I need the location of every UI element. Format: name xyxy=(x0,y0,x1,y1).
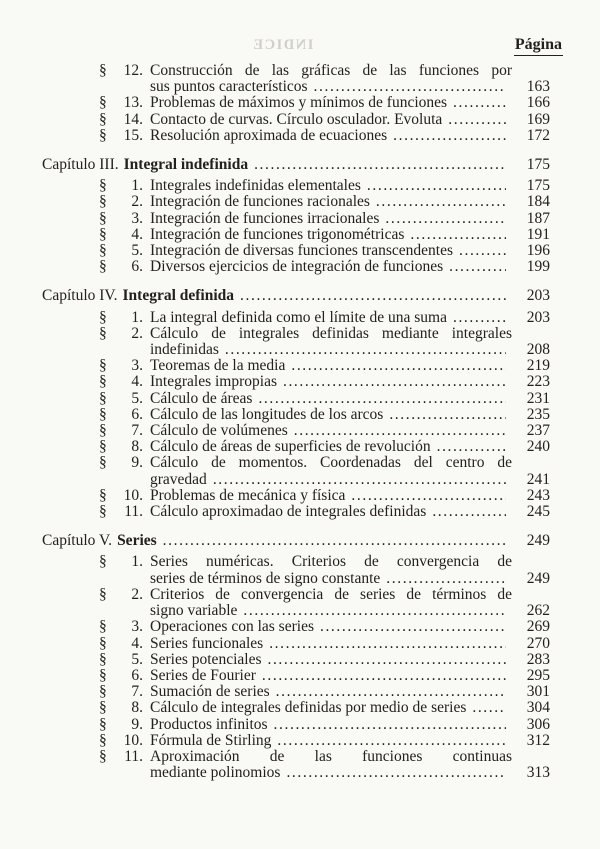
toc-entry xyxy=(42,684,550,700)
entry-title: Resolución aproximada de ecuaciones xyxy=(150,126,388,144)
section-mark: § xyxy=(99,618,107,636)
dot-leader xyxy=(314,79,506,95)
page-column-header-label: Página xyxy=(514,36,563,56)
entry-number: 2. xyxy=(131,585,143,603)
entry-title: Cálculo de integrales definidas por medio de series xyxy=(150,699,467,717)
chapter-title: Integral definida xyxy=(122,287,235,305)
toc-entry xyxy=(42,619,550,635)
entry-page-number: 223 xyxy=(526,373,550,391)
entry-page-number: 187 xyxy=(526,209,550,227)
dot-leader xyxy=(459,243,506,259)
toc-entry xyxy=(42,358,550,374)
toc-entry xyxy=(42,700,550,716)
entry-number: 7. xyxy=(131,422,143,440)
toc-entry xyxy=(42,407,550,423)
entry-title: sus puntos característicos xyxy=(150,78,308,96)
entry-page-number: 269 xyxy=(526,618,550,636)
section-mark: § xyxy=(99,650,107,668)
toc-entry-continuation xyxy=(42,765,550,781)
entry-title: Cálculo de integrales definidas mediante integrales xyxy=(150,325,512,342)
page-column-header xyxy=(42,36,563,56)
entry-number: 6. xyxy=(131,666,143,684)
entry-number: 2. xyxy=(131,193,143,211)
section-mark: § xyxy=(99,666,107,684)
section-mark: § xyxy=(99,193,107,211)
chapter-heading xyxy=(42,157,550,173)
entry-title: Teoremas de la media xyxy=(150,357,286,375)
entry-title: Construcción de las gráficas de las funciones por xyxy=(150,63,512,79)
entry-title: Integración de funciones trigonométricas xyxy=(150,225,405,243)
toc-entry xyxy=(42,749,550,765)
dot-leader xyxy=(437,439,506,455)
entry-title: Series numéricas. Criterios de convergencia de xyxy=(150,554,512,571)
toc-entry xyxy=(42,326,550,342)
toc xyxy=(42,63,550,781)
toc-section xyxy=(42,288,550,520)
dot-leader xyxy=(376,194,506,210)
entry-page-number: 245 xyxy=(526,503,550,521)
entry-number: 4. xyxy=(131,634,143,652)
entry-number: 8. xyxy=(131,438,143,456)
toc-entry xyxy=(42,717,550,733)
section-mark: § xyxy=(99,308,107,326)
dot-leader xyxy=(286,765,506,781)
entry-page-number: 191 xyxy=(526,225,550,243)
entry-page-number: 169 xyxy=(526,110,550,128)
toc-entry xyxy=(42,112,550,128)
section-mark: § xyxy=(99,389,107,407)
entry-title: Diversos ejercicios de integración de funciones xyxy=(150,258,444,276)
toc-entry xyxy=(42,259,550,275)
entry-page-number: 219 xyxy=(526,357,550,375)
chapter-heading xyxy=(42,533,550,549)
entry-title: gravedad xyxy=(150,470,207,488)
dot-leader xyxy=(225,342,506,358)
entry-title: Problemas de mecánica y física xyxy=(150,486,346,504)
toc-entry xyxy=(42,554,550,570)
entry-page-number: 295 xyxy=(526,666,550,684)
toc-entry-continuation xyxy=(42,472,550,488)
dot-leader xyxy=(277,733,506,749)
entry-title: Integración de diversas funciones transcendentes xyxy=(150,242,453,260)
chapter-label: Capítulo III. xyxy=(42,156,119,174)
toc-entry xyxy=(42,128,550,144)
entry-page-number: 172 xyxy=(526,126,550,144)
entry-page-number: 184 xyxy=(526,193,550,211)
dot-leader xyxy=(453,95,506,111)
toc-entry xyxy=(42,488,550,504)
section-mark: § xyxy=(99,715,107,733)
section-mark: § xyxy=(99,94,107,112)
entry-title: Cálculo de áreas xyxy=(150,389,253,407)
section-mark: § xyxy=(99,454,107,472)
dot-leader xyxy=(254,157,506,173)
entry-number: 3. xyxy=(131,209,143,227)
toc-entry xyxy=(42,63,550,79)
dot-leader xyxy=(351,488,506,504)
entry-number: 9. xyxy=(131,454,143,472)
dot-leader xyxy=(393,128,506,144)
entry-title: signo variable xyxy=(150,602,238,620)
entry-number: 12. xyxy=(123,62,143,79)
chapter-label: Capítulo IV. xyxy=(42,287,118,305)
toc-section xyxy=(42,157,550,275)
dot-leader xyxy=(258,391,506,407)
entry-page-number: 237 xyxy=(526,422,550,440)
entry-page-number: 240 xyxy=(526,438,550,456)
entry-page-number: 304 xyxy=(526,699,550,717)
toc-entry-continuation xyxy=(42,603,550,619)
entry-page-number: 166 xyxy=(526,94,550,112)
entry-number: 3. xyxy=(131,618,143,636)
toc-entry xyxy=(42,652,550,668)
dot-leader xyxy=(448,112,506,128)
section-mark: § xyxy=(99,110,107,128)
dot-leader xyxy=(240,288,506,304)
toc-section xyxy=(42,63,550,144)
toc-entry xyxy=(42,95,550,111)
entry-title: Cálculo de las longitudes de los arcos xyxy=(150,405,384,423)
dot-leader xyxy=(385,211,506,227)
dot-leader xyxy=(269,636,506,652)
toc-entry-continuation xyxy=(42,342,550,358)
entry-page-number: 270 xyxy=(526,634,550,652)
entry-number: 5. xyxy=(131,389,143,407)
chapter-page-number: 249 xyxy=(526,532,550,550)
bleedthrough-ghost-text: INDICE xyxy=(252,37,314,53)
dot-leader xyxy=(410,227,506,243)
entry-page-number: 231 xyxy=(526,389,550,407)
chapter-page-number: 203 xyxy=(526,287,550,305)
section-mark: § xyxy=(99,225,107,243)
entry-title: Cálculo de áreas de superficies de revolución xyxy=(150,438,431,456)
entry-number: 6. xyxy=(131,405,143,423)
entry-title: indefinidas xyxy=(150,341,219,359)
entry-number: 13. xyxy=(123,94,143,112)
toc-entry xyxy=(42,455,550,471)
dot-leader xyxy=(243,603,506,619)
entry-page-number: 306 xyxy=(526,715,550,733)
entry-number: 1. xyxy=(131,553,143,571)
entry-title: La integral definida como el límite de una suma xyxy=(150,308,447,326)
entry-page-number: 163 xyxy=(526,78,550,96)
section-mark: § xyxy=(99,62,107,79)
toc-entry xyxy=(42,243,550,259)
toc-section xyxy=(42,533,550,781)
toc-entry-continuation xyxy=(42,79,550,95)
dot-leader xyxy=(163,533,506,549)
entry-number: 7. xyxy=(131,683,143,701)
dot-leader xyxy=(291,358,506,374)
entry-number: 4. xyxy=(131,373,143,391)
toc-entry xyxy=(42,374,550,390)
dot-leader xyxy=(449,259,506,275)
section-mark: § xyxy=(99,126,107,144)
entry-title: Cálculo aproximadao de integrales definidas xyxy=(150,503,427,521)
dot-leader xyxy=(432,504,506,520)
toc-entry xyxy=(42,423,550,439)
section-mark: § xyxy=(99,438,107,456)
section-mark: § xyxy=(99,242,107,260)
entry-title: Integrales indefinidas elementales xyxy=(150,177,361,195)
entry-title: Operaciones con las series xyxy=(150,618,314,636)
entry-title: Fórmula de Stirling xyxy=(150,731,272,749)
entry-number: 3. xyxy=(131,357,143,375)
toc-entry xyxy=(42,391,550,407)
entry-title: Series de Fourier xyxy=(150,666,256,684)
entry-number: 2. xyxy=(131,324,143,342)
section-mark: § xyxy=(99,405,107,423)
entry-page-number: 241 xyxy=(526,470,550,488)
chapter-title: Integral indefinida xyxy=(123,156,249,174)
entry-number: 10. xyxy=(123,486,143,504)
entry-page-number: 199 xyxy=(526,258,550,276)
entry-title: Integrales impropias xyxy=(150,373,277,391)
entry-number: 4. xyxy=(131,225,143,243)
dot-leader xyxy=(283,374,506,390)
entry-title: Problemas de máximos y mínimos de funciones xyxy=(150,94,448,112)
entry-title: Integración de funciones racionales xyxy=(150,193,370,211)
dot-leader xyxy=(294,423,506,439)
entry-page-number: 175 xyxy=(526,177,550,195)
entry-number: 6. xyxy=(131,258,143,276)
dot-leader xyxy=(262,668,506,684)
entry-page-number: 243 xyxy=(526,486,550,504)
entry-title: Integración de funciones irracionales xyxy=(150,209,380,227)
dot-leader xyxy=(276,684,506,700)
entry-number: 14. xyxy=(123,110,143,128)
toc-content xyxy=(42,36,562,782)
entry-title: Series potenciales xyxy=(150,650,262,668)
entry-title: Sumación de series xyxy=(150,683,270,701)
chapter-heading xyxy=(42,288,550,304)
entry-number: 5. xyxy=(131,650,143,668)
entry-title: Series funcionales xyxy=(150,634,264,652)
toc-entry xyxy=(42,504,550,520)
section-mark: § xyxy=(99,486,107,504)
entry-title: Criterios de convergencia de series de términos de xyxy=(150,586,512,603)
toc-entry xyxy=(42,439,550,455)
section-mark: § xyxy=(99,553,107,571)
dot-leader xyxy=(274,717,506,733)
toc-entry xyxy=(42,733,550,749)
entry-number: 11. xyxy=(124,747,143,765)
toc-entry xyxy=(42,178,550,194)
entry-page-number: 313 xyxy=(526,764,550,782)
entry-number: 5. xyxy=(131,242,143,260)
chapter-page-number: 175 xyxy=(526,156,550,174)
entry-number: 8. xyxy=(131,699,143,717)
section-mark: § xyxy=(99,683,107,701)
dot-leader xyxy=(453,310,506,326)
entry-number: 11. xyxy=(124,503,143,521)
chapter-label: Capítulo V. xyxy=(42,532,113,550)
dot-leader xyxy=(213,472,506,488)
dot-leader xyxy=(320,619,506,635)
dot-leader xyxy=(267,652,506,668)
toc-entry xyxy=(42,587,550,603)
section-mark: § xyxy=(99,177,107,195)
entry-number: 1. xyxy=(131,177,143,195)
dot-leader xyxy=(472,700,506,716)
entry-number: 15. xyxy=(123,126,143,144)
entry-page-number: 262 xyxy=(526,602,550,620)
entry-title: Cálculo de momentos. Coordenadas del centro de xyxy=(150,455,512,472)
entry-page-number: 249 xyxy=(526,569,550,587)
section-mark: § xyxy=(99,373,107,391)
section-mark: § xyxy=(99,209,107,227)
section-mark: § xyxy=(99,422,107,440)
section-mark: § xyxy=(99,503,107,521)
entry-page-number: 312 xyxy=(526,731,550,749)
section-mark: § xyxy=(99,585,107,603)
entry-number: 10. xyxy=(123,731,143,749)
section-mark: § xyxy=(99,324,107,342)
toc-entry xyxy=(42,194,550,210)
toc-entry xyxy=(42,636,550,652)
entry-title: Productos infinitos xyxy=(150,715,268,733)
entry-page-number: 208 xyxy=(526,341,550,359)
entry-page-number: 196 xyxy=(526,242,550,260)
entry-title: series de términos de signo constante xyxy=(150,569,381,587)
section-mark: § xyxy=(99,357,107,375)
chapter-title: Series xyxy=(117,532,157,550)
entry-title: Cálculo de volúmenes xyxy=(150,422,288,440)
section-mark: § xyxy=(99,699,107,717)
dot-leader xyxy=(386,571,506,587)
section-mark: § xyxy=(99,634,107,652)
toc-entry xyxy=(42,211,550,227)
entry-page-number: 203 xyxy=(526,308,550,326)
entry-number: 9. xyxy=(131,715,143,733)
section-mark: § xyxy=(99,747,107,765)
toc-entry-continuation xyxy=(42,571,550,587)
dot-leader xyxy=(389,407,506,423)
entry-page-number: 235 xyxy=(526,405,550,423)
entry-title: Aproximación de las funciones continuas xyxy=(150,748,512,765)
entry-page-number: 301 xyxy=(526,683,550,701)
section-mark: § xyxy=(99,731,107,749)
section-mark: § xyxy=(99,258,107,276)
toc-entry xyxy=(42,227,550,243)
toc-entry xyxy=(42,310,550,326)
entry-page-number: 283 xyxy=(526,650,550,668)
dot-leader xyxy=(367,178,506,194)
entry-title: Contacto de curvas. Círculo osculador. Evoluta xyxy=(150,110,443,128)
entry-number: 1. xyxy=(131,308,143,326)
toc-entry xyxy=(42,668,550,684)
entry-title: mediante polinomios xyxy=(150,764,281,782)
